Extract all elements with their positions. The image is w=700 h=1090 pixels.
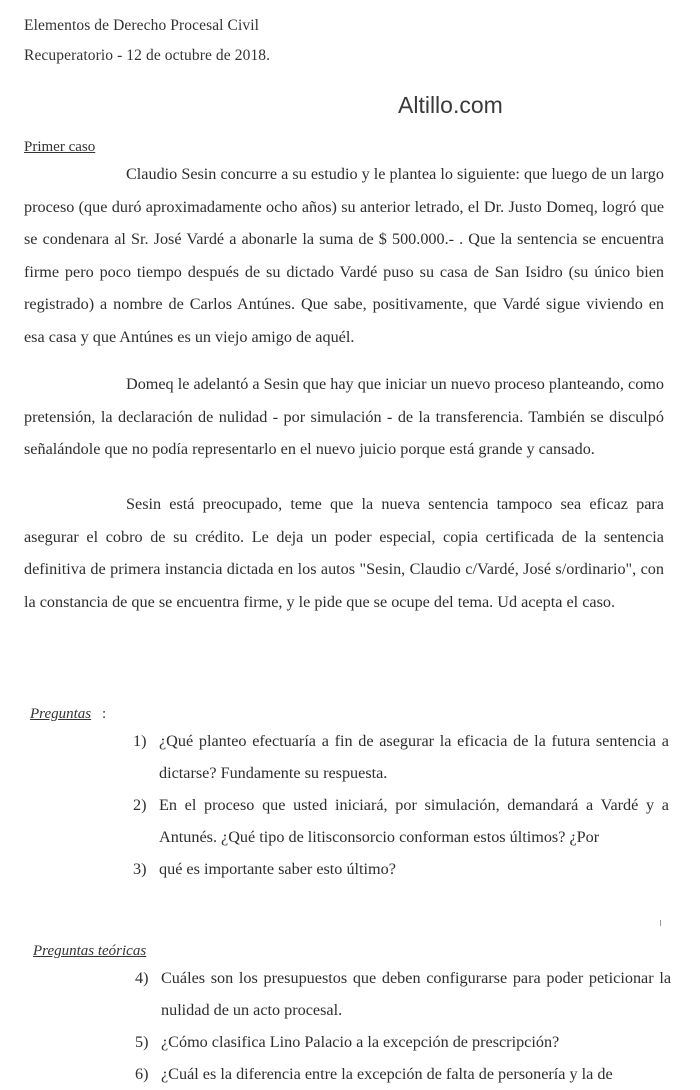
question-text: Cuáles son los presupuestos que deben configurarse para poder peticionar la nulidad de un acto procesal. [161, 969, 671, 1019]
case-paragraph: Claudio Sesin concurre a su estudio y le plantea lo siguiente: que luego de un largo proceso (que duró aproximadamente ocho años) su anterior letrado, el Dr. Justo Domeq, logró que se condenara al Sr. José Vardé a abonarle la suma de $ 500.000.- . Que la sentencia se encuentra firme pero poco tiempo después de su dictado Vardé puso su casa de San Isidro (su único bien registrado) a nombre de Carlos Antúnes. Que sabe, positivamente, que Vardé sigue viviendo en esa casa y que Antúnes es un viejo amigo de aquél. [24, 165, 664, 346]
question-number: 2) [133, 796, 147, 814]
questions-title-colon: : [102, 706, 107, 722]
question-item [133, 853, 669, 885]
watermark-text: Altillo.com [398, 92, 503, 118]
question-text: ¿Cuál es la diferencia entre la excepción de falta de personería y la de [161, 1065, 613, 1083]
question-item [135, 1058, 671, 1090]
scan-mark [660, 920, 661, 926]
question-item [135, 962, 671, 1026]
course-title: Elementos de Derecho Procesal Civil [24, 17, 260, 34]
questions-title: Preguntas [30, 706, 92, 722]
question-text: ¿Qué planteo efectuaría a fin de asegurar la eficacia de la futura sentencia a dictarse? Fundamente su respuesta. [159, 732, 669, 782]
question-item [133, 789, 669, 853]
theory-questions-title: Preguntas teóricas [33, 943, 147, 959]
question-number: 5) [135, 1033, 149, 1051]
question-item [135, 1026, 671, 1058]
question-text: qué es importante saber esto último? [159, 860, 396, 878]
questions-list [133, 725, 669, 885]
question-number: 3) [133, 860, 147, 878]
case-paragraph: Domeq le adelantó a Sesin que hay que iniciar un nuevo proceso planteando, como pretensión, la declaración de nulidad - por simulación - de la transferencia. También se disculpó señalándole que no podía representarlo en el nuevo juicio porque está grande y cansado. [24, 375, 664, 459]
question-text: ¿Cómo clasifica Lino Palacio a la excepción de prescripción? [161, 1033, 560, 1051]
theory-questions-list [135, 962, 671, 1090]
exam-date-line: Recuperatorio - 12 de octubre de 2018. [24, 47, 271, 64]
question-number: 6) [135, 1065, 149, 1083]
question-number: 1) [133, 732, 147, 750]
question-item [133, 725, 669, 789]
question-text: En el proceso que usted iniciará, por simulación, demandará a Vardé y a Antunés. ¿Qué tipo de litisconsorcio conforman estos últimos? ¿Por [159, 796, 669, 846]
case-paragraph: Sesin está preocupado, teme que la nueva sentencia tampoco sea eficaz para asegurar el cobro de su crédito. Le deja un poder especial, copia certificada de la sentencia definitiva de primera instancia dictada en los autos "Sesin, Claudio c/Vardé, José s/ordinario", con la constancia de que se encuentra firme, y le pide que se ocupe del tema. Ud acepta el caso. [24, 495, 664, 611]
question-number: 4) [135, 969, 149, 987]
case-title: Primer caso [24, 139, 96, 155]
